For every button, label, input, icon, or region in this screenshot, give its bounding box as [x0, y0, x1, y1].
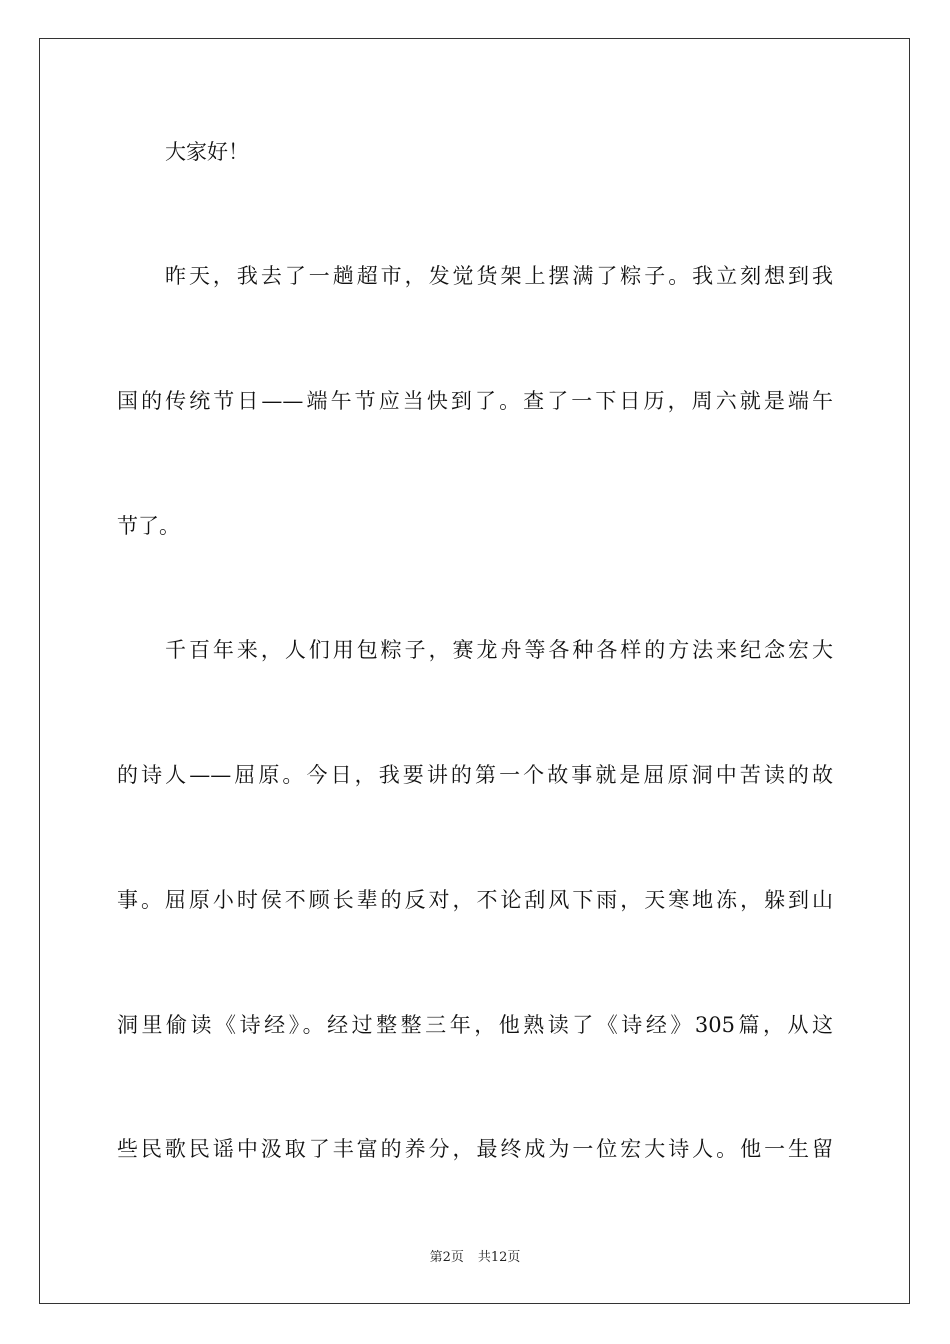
page-frame	[39, 38, 910, 1304]
text-line: 的诗人——屈原。今日，我要讲的第一个故事就是屈原洞中苦读的故	[117, 763, 833, 787]
page-number: 第2页	[429, 1250, 464, 1265]
text-line: 国的传统节日——端午节应当快到了。查了一下日历，周六就是端午	[117, 389, 833, 413]
text-line: 千百年来，人们用包粽子，赛龙舟等各种各样的方法来纪念宏大	[165, 638, 833, 662]
text-line-greeting: 大家好！	[165, 140, 249, 164]
page-footer	[0, 1246, 950, 1265]
text-line: 事。屈原小时侯不顾长辈的反对，不论刮风下雨，天寒地冻，躲到山	[117, 888, 833, 912]
text-line: 些民歌民谣中汲取了丰富的养分，最终成为一位宏大诗人。他一生留	[117, 1137, 833, 1161]
text-line: 节了。	[117, 514, 180, 538]
text-line: 昨天，我去了一趟超市，发觉货架上摆满了粽子。我立刻想到我	[165, 264, 833, 288]
text-line: 洞里偷读《诗经》。经过整整三年，他熟读了《诗经》305篇，从这	[117, 1013, 833, 1037]
page-total: 共12页	[477, 1250, 521, 1265]
